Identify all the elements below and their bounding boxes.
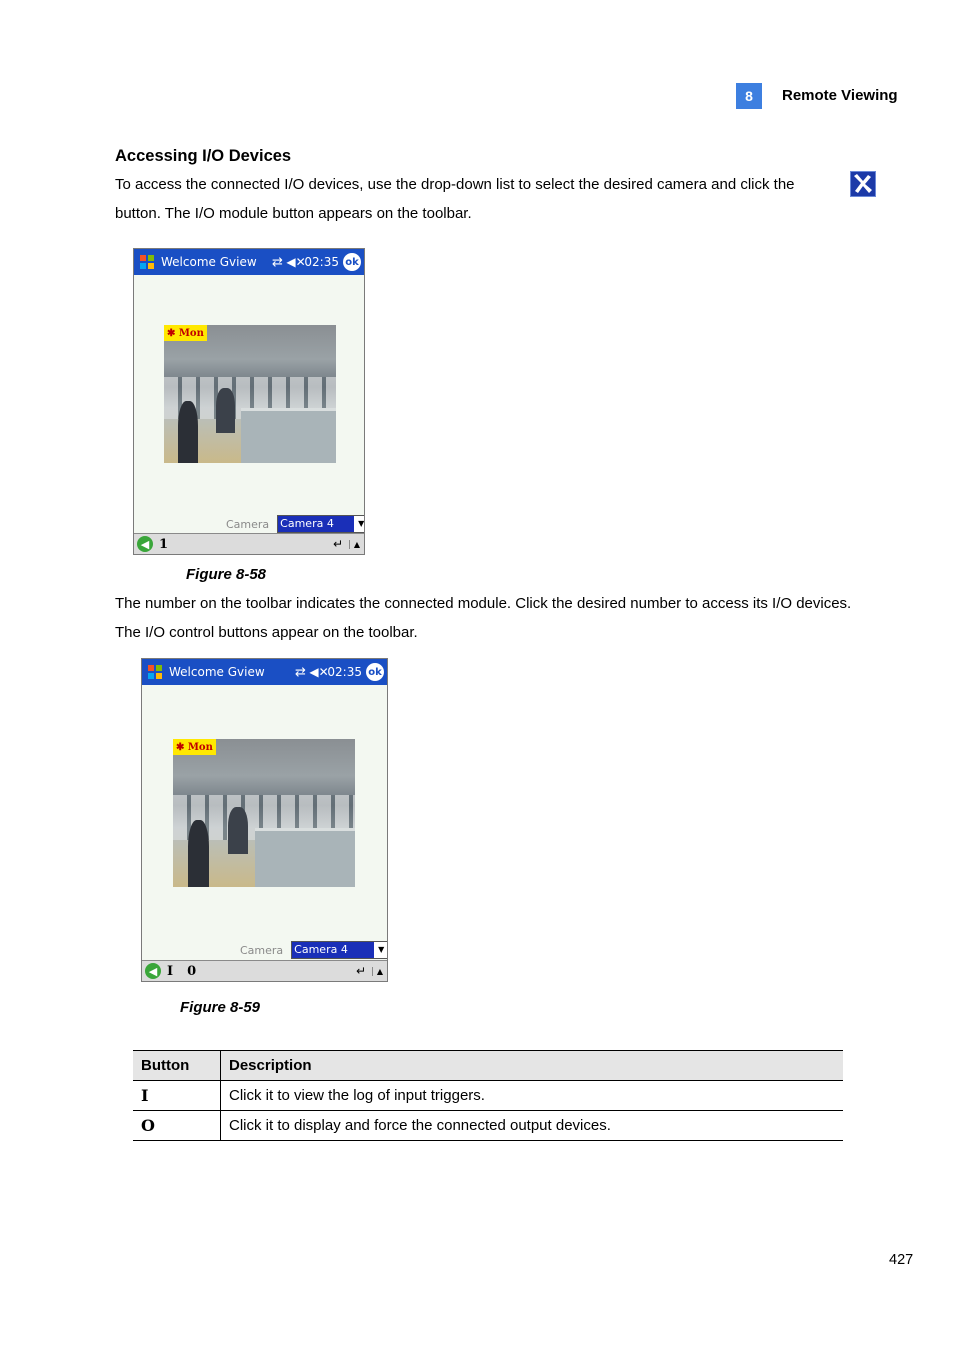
input-panel-icon[interactable]: ↵ <box>355 964 366 978</box>
windows-start-icon[interactable] <box>136 251 158 273</box>
speaker-muted-icon[interactable]: ◀✕ <box>286 255 306 269</box>
window-title: Welcome Gview <box>161 255 257 269</box>
row-description: Click it to view the log of input triggers. <box>221 1081 844 1111</box>
input-panel-arrow-icon[interactable]: ▲ <box>372 967 387 976</box>
clock[interactable]: 02:35 <box>327 665 362 679</box>
bottom-toolbar <box>134 533 364 554</box>
back-icon[interactable]: ◀ <box>145 963 161 979</box>
windows-start-icon[interactable] <box>144 661 166 683</box>
section-heading: Accessing I/O Devices <box>115 147 292 165</box>
sync-icon[interactable]: ⇄ <box>294 664 306 680</box>
ok-button[interactable]: ok <box>366 663 384 681</box>
table-row <box>133 1111 843 1141</box>
titlebar <box>134 249 364 275</box>
output-button[interactable]: 0 <box>187 963 197 979</box>
chapter-title: Remote Viewing <box>782 87 898 104</box>
table-row <box>133 1081 843 1111</box>
camera-label: Camera <box>240 943 284 957</box>
camera-dropdown-value: Camera 4 <box>278 516 354 532</box>
chevron-down-icon[interactable]: ▼ <box>378 945 385 954</box>
figure-caption-1: Figure 8-58 <box>186 566 267 583</box>
intro-paragraph <box>115 170 855 228</box>
bottom-toolbar <box>142 960 387 981</box>
chevron-down-icon[interactable]: ▼ <box>358 519 365 528</box>
input-button[interactable]: I <box>167 963 174 979</box>
camera-selector-row <box>240 941 388 959</box>
button-glyph-output: O <box>133 1111 221 1141</box>
button-description-table <box>133 1050 843 1141</box>
camera-dropdown[interactable] <box>277 515 365 533</box>
mon-badge: ✱ Mon <box>164 325 207 341</box>
sync-icon[interactable]: ⇄ <box>271 254 283 270</box>
input-panel-icon[interactable]: ↵ <box>332 537 343 551</box>
io-module-button-1[interactable]: 1 <box>159 536 169 552</box>
chapter-number-badge: 8 <box>736 83 762 109</box>
clock[interactable]: 02:35 <box>304 255 339 269</box>
page-number: 427 <box>889 1252 914 1268</box>
titlebar <box>142 659 387 685</box>
pocketpc-screen-figure1 <box>133 248 365 555</box>
intro-line-2: button. The I/O module button appears on the toolbar. <box>115 205 472 222</box>
module-paragraph: The number on the toolbar indicates the connected module. Click the desired number to access its I/O devices. The I/O control buttons appear on the toolbar. <box>115 595 852 641</box>
camera-selector-row <box>226 515 365 533</box>
pocketpc-screen-figure2 <box>141 658 388 982</box>
ok-button[interactable]: ok <box>343 253 361 271</box>
input-panel-arrow-icon[interactable]: ▲ <box>349 540 364 549</box>
camera-dropdown-value: Camera 4 <box>292 942 374 958</box>
intro-line-1: To access the connected I/O devices, use the drop-down list to select the desired camera and click the <box>115 176 795 193</box>
camera-dropdown[interactable] <box>291 941 388 959</box>
button-glyph-input: I <box>133 1081 221 1111</box>
speaker-muted-icon[interactable]: ◀✕ <box>309 665 329 679</box>
camera-label: Camera <box>226 517 270 531</box>
io-tool-icon <box>850 171 876 197</box>
mon-badge: ✱ Mon <box>173 739 216 755</box>
table-header-row <box>133 1051 843 1081</box>
window-title: Welcome Gview <box>169 665 265 679</box>
row-description: Click it to display and force the connected output devices. <box>221 1111 844 1141</box>
camera-video-view[interactable] <box>164 325 336 463</box>
column-header-description: Description <box>221 1051 844 1081</box>
column-header-button: Button <box>133 1051 221 1081</box>
camera-video-view[interactable] <box>173 739 355 887</box>
figure-caption-2: Figure 8-59 <box>180 999 261 1016</box>
back-icon[interactable]: ◀ <box>137 536 153 552</box>
